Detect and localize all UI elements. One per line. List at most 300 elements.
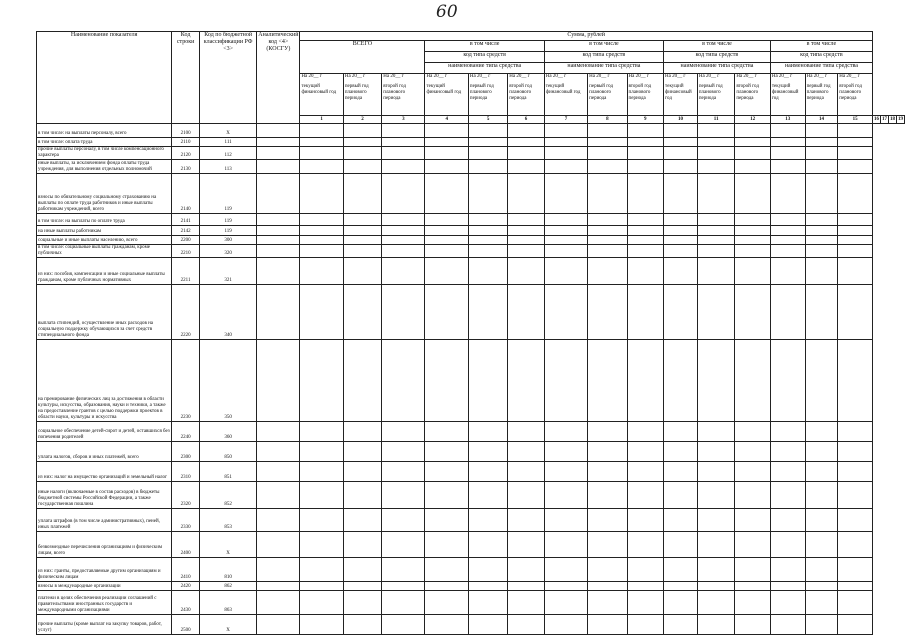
value-cell[interactable] xyxy=(805,258,838,285)
value-cell[interactable] xyxy=(838,340,873,422)
value-cell[interactable] xyxy=(468,245,507,258)
value-cell[interactable] xyxy=(838,532,873,558)
value-cell[interactable] xyxy=(257,174,300,214)
value-cell[interactable] xyxy=(425,509,468,532)
value-cell[interactable] xyxy=(544,558,587,582)
value-cell[interactable] xyxy=(343,160,381,174)
value-cell[interactable] xyxy=(735,285,771,340)
value-cell[interactable] xyxy=(588,236,627,245)
value-cell[interactable] xyxy=(544,160,587,174)
value-cell[interactable] xyxy=(805,442,838,462)
value-cell[interactable] xyxy=(382,532,425,558)
value-cell[interactable] xyxy=(770,340,805,422)
value-cell[interactable] xyxy=(697,582,734,591)
value-cell[interactable] xyxy=(257,236,300,245)
value-cell[interactable] xyxy=(770,582,805,591)
value-cell[interactable] xyxy=(770,422,805,442)
value-cell[interactable] xyxy=(544,285,587,340)
value-cell[interactable] xyxy=(697,258,734,285)
value-cell[interactable] xyxy=(382,258,425,285)
value-cell[interactable] xyxy=(805,482,838,509)
value-cell[interactable] xyxy=(468,532,507,558)
value-cell[interactable] xyxy=(664,174,698,214)
value-cell[interactable] xyxy=(300,138,343,147)
value-cell[interactable] xyxy=(544,442,587,462)
value-cell[interactable] xyxy=(770,285,805,340)
value-cell[interactable] xyxy=(508,245,545,258)
value-cell[interactable] xyxy=(343,422,381,442)
value-cell[interactable] xyxy=(664,532,698,558)
value-cell[interactable] xyxy=(300,214,343,226)
value-cell[interactable] xyxy=(627,174,664,214)
value-cell[interactable] xyxy=(697,591,734,615)
value-cell[interactable] xyxy=(382,138,425,147)
value-cell[interactable] xyxy=(508,147,545,160)
value-cell[interactable] xyxy=(697,245,734,258)
value-cell[interactable] xyxy=(343,509,381,532)
value-cell[interactable] xyxy=(770,160,805,174)
value-cell[interactable] xyxy=(805,340,838,422)
value-cell[interactable] xyxy=(664,482,698,509)
value-cell[interactable] xyxy=(508,340,545,422)
value-cell[interactable] xyxy=(627,236,664,245)
value-cell[interactable] xyxy=(343,482,381,509)
value-cell[interactable] xyxy=(508,422,545,442)
value-cell[interactable] xyxy=(664,422,698,442)
value-cell[interactable] xyxy=(735,591,771,615)
value-cell[interactable] xyxy=(508,285,545,340)
value-cell[interactable] xyxy=(770,174,805,214)
value-cell[interactable] xyxy=(697,138,734,147)
value-cell[interactable] xyxy=(735,258,771,285)
value-cell[interactable] xyxy=(735,236,771,245)
value-cell[interactable] xyxy=(257,442,300,462)
value-cell[interactable] xyxy=(508,124,545,138)
value-cell[interactable] xyxy=(735,160,771,174)
value-cell[interactable] xyxy=(508,558,545,582)
value-cell[interactable] xyxy=(805,591,838,615)
value-cell[interactable] xyxy=(508,532,545,558)
value-cell[interactable] xyxy=(627,591,664,615)
value-cell[interactable] xyxy=(735,558,771,582)
value-cell[interactable] xyxy=(544,340,587,422)
value-cell[interactable] xyxy=(544,509,587,532)
value-cell[interactable] xyxy=(343,532,381,558)
value-cell[interactable] xyxy=(770,462,805,482)
value-cell[interactable] xyxy=(468,236,507,245)
value-cell[interactable] xyxy=(627,147,664,160)
value-cell[interactable] xyxy=(508,462,545,482)
value-cell[interactable] xyxy=(838,174,873,214)
value-cell[interactable] xyxy=(735,245,771,258)
value-cell[interactable] xyxy=(735,509,771,532)
value-cell[interactable] xyxy=(697,462,734,482)
value-cell[interactable] xyxy=(588,285,627,340)
value-cell[interactable] xyxy=(300,245,343,258)
value-cell[interactable] xyxy=(627,214,664,226)
value-cell[interactable] xyxy=(588,160,627,174)
value-cell[interactable] xyxy=(664,138,698,147)
value-cell[interactable] xyxy=(382,462,425,482)
value-cell[interactable] xyxy=(382,147,425,160)
value-cell[interactable] xyxy=(382,422,425,442)
value-cell[interactable] xyxy=(343,591,381,615)
value-cell[interactable] xyxy=(257,462,300,482)
value-cell[interactable] xyxy=(697,442,734,462)
value-cell[interactable] xyxy=(508,591,545,615)
value-cell[interactable] xyxy=(544,214,587,226)
value-cell[interactable] xyxy=(627,462,664,482)
value-cell[interactable] xyxy=(664,236,698,245)
value-cell[interactable] xyxy=(468,442,507,462)
value-cell[interactable] xyxy=(425,147,468,160)
value-cell[interactable] xyxy=(697,147,734,160)
value-cell[interactable] xyxy=(770,442,805,462)
value-cell[interactable] xyxy=(805,532,838,558)
value-cell[interactable] xyxy=(425,124,468,138)
value-cell[interactable] xyxy=(770,532,805,558)
value-cell[interactable] xyxy=(697,236,734,245)
value-cell[interactable] xyxy=(588,482,627,509)
value-cell[interactable] xyxy=(838,258,873,285)
value-cell[interactable] xyxy=(468,482,507,509)
value-cell[interactable] xyxy=(664,582,698,591)
value-cell[interactable] xyxy=(588,422,627,442)
value-cell[interactable] xyxy=(627,422,664,442)
value-cell[interactable] xyxy=(735,582,771,591)
value-cell[interactable] xyxy=(508,138,545,147)
value-cell[interactable] xyxy=(627,226,664,236)
value-cell[interactable] xyxy=(627,582,664,591)
value-cell[interactable] xyxy=(838,226,873,236)
value-cell[interactable] xyxy=(697,340,734,422)
value-cell[interactable] xyxy=(838,509,873,532)
value-cell[interactable] xyxy=(382,442,425,462)
value-cell[interactable] xyxy=(382,509,425,532)
value-cell[interactable] xyxy=(300,591,343,615)
value-cell[interactable] xyxy=(627,532,664,558)
value-cell[interactable] xyxy=(735,124,771,138)
value-cell[interactable] xyxy=(735,442,771,462)
value-cell[interactable] xyxy=(508,160,545,174)
value-cell[interactable] xyxy=(735,532,771,558)
value-cell[interactable] xyxy=(425,138,468,147)
value-cell[interactable] xyxy=(425,462,468,482)
value-cell[interactable] xyxy=(468,124,507,138)
value-cell[interactable] xyxy=(257,214,300,226)
value-cell[interactable] xyxy=(805,138,838,147)
value-cell[interactable] xyxy=(468,174,507,214)
value-cell[interactable] xyxy=(697,124,734,138)
value-cell[interactable] xyxy=(838,591,873,615)
value-cell[interactable] xyxy=(425,174,468,214)
value-cell[interactable] xyxy=(382,285,425,340)
value-cell[interactable] xyxy=(343,245,381,258)
value-cell[interactable] xyxy=(343,462,381,482)
value-cell[interactable] xyxy=(257,147,300,160)
value-cell[interactable] xyxy=(588,582,627,591)
value-cell[interactable] xyxy=(627,442,664,462)
value-cell[interactable] xyxy=(425,442,468,462)
value-cell[interactable] xyxy=(735,174,771,214)
value-cell[interactable] xyxy=(664,160,698,174)
value-cell[interactable] xyxy=(300,124,343,138)
value-cell[interactable] xyxy=(544,482,587,509)
value-cell[interactable] xyxy=(838,482,873,509)
value-cell[interactable] xyxy=(627,160,664,174)
value-cell[interactable] xyxy=(300,509,343,532)
value-cell[interactable] xyxy=(468,582,507,591)
value-cell[interactable] xyxy=(697,482,734,509)
value-cell[interactable] xyxy=(838,138,873,147)
value-cell[interactable] xyxy=(770,482,805,509)
value-cell[interactable] xyxy=(544,174,587,214)
value-cell[interactable] xyxy=(805,124,838,138)
value-cell[interactable] xyxy=(627,124,664,138)
value-cell[interactable] xyxy=(343,442,381,462)
value-cell[interactable] xyxy=(627,340,664,422)
value-cell[interactable] xyxy=(343,236,381,245)
value-cell[interactable] xyxy=(735,340,771,422)
value-cell[interactable] xyxy=(425,245,468,258)
value-cell[interactable] xyxy=(735,138,771,147)
value-cell[interactable] xyxy=(300,258,343,285)
value-cell[interactable] xyxy=(425,226,468,236)
value-cell[interactable] xyxy=(588,558,627,582)
value-cell[interactable] xyxy=(343,558,381,582)
value-cell[interactable] xyxy=(382,236,425,245)
value-cell[interactable] xyxy=(544,236,587,245)
value-cell[interactable] xyxy=(770,258,805,285)
value-cell[interactable] xyxy=(805,160,838,174)
value-cell[interactable] xyxy=(425,532,468,558)
value-cell[interactable] xyxy=(544,258,587,285)
value-cell[interactable] xyxy=(300,236,343,245)
value-cell[interactable] xyxy=(664,462,698,482)
value-cell[interactable] xyxy=(468,422,507,442)
value-cell[interactable] xyxy=(627,509,664,532)
value-cell[interactable] xyxy=(425,340,468,422)
value-cell[interactable] xyxy=(425,482,468,509)
value-cell[interactable] xyxy=(468,214,507,226)
value-cell[interactable] xyxy=(343,174,381,214)
value-cell[interactable] xyxy=(425,422,468,442)
value-cell[interactable] xyxy=(257,285,300,340)
value-cell[interactable] xyxy=(257,509,300,532)
value-cell[interactable] xyxy=(805,174,838,214)
value-cell[interactable] xyxy=(697,532,734,558)
value-cell[interactable] xyxy=(805,422,838,442)
value-cell[interactable] xyxy=(300,442,343,462)
value-cell[interactable] xyxy=(697,226,734,236)
value-cell[interactable] xyxy=(257,138,300,147)
value-cell[interactable] xyxy=(382,160,425,174)
value-cell[interactable] xyxy=(627,482,664,509)
value-cell[interactable] xyxy=(588,174,627,214)
value-cell[interactable] xyxy=(627,285,664,340)
value-cell[interactable] xyxy=(664,214,698,226)
value-cell[interactable] xyxy=(343,138,381,147)
value-cell[interactable] xyxy=(770,558,805,582)
value-cell[interactable] xyxy=(627,245,664,258)
value-cell[interactable] xyxy=(343,147,381,160)
value-cell[interactable] xyxy=(508,482,545,509)
value-cell[interactable] xyxy=(382,582,425,591)
value-cell[interactable] xyxy=(805,226,838,236)
value-cell[interactable] xyxy=(468,591,507,615)
value-cell[interactable] xyxy=(382,174,425,214)
value-cell[interactable] xyxy=(770,214,805,226)
value-cell[interactable] xyxy=(257,422,300,442)
value-cell[interactable] xyxy=(300,558,343,582)
value-cell[interactable] xyxy=(664,258,698,285)
value-cell[interactable] xyxy=(343,285,381,340)
value-cell[interactable] xyxy=(588,509,627,532)
value-cell[interactable] xyxy=(664,442,698,462)
value-cell[interactable] xyxy=(300,422,343,442)
value-cell[interactable] xyxy=(838,124,873,138)
value-cell[interactable] xyxy=(544,147,587,160)
value-cell[interactable] xyxy=(588,245,627,258)
value-cell[interactable] xyxy=(805,582,838,591)
value-cell[interactable] xyxy=(697,558,734,582)
value-cell[interactable] xyxy=(805,509,838,532)
value-cell[interactable] xyxy=(805,245,838,258)
value-cell[interactable] xyxy=(544,138,587,147)
value-cell[interactable] xyxy=(588,147,627,160)
value-cell[interactable] xyxy=(382,124,425,138)
value-cell[interactable] xyxy=(664,285,698,340)
value-cell[interactable] xyxy=(697,160,734,174)
value-cell[interactable] xyxy=(627,558,664,582)
value-cell[interactable] xyxy=(588,462,627,482)
value-cell[interactable] xyxy=(588,442,627,462)
value-cell[interactable] xyxy=(382,226,425,236)
value-cell[interactable] xyxy=(838,147,873,160)
value-cell[interactable] xyxy=(735,422,771,442)
value-cell[interactable] xyxy=(838,160,873,174)
value-cell[interactable] xyxy=(382,591,425,615)
value-cell[interactable] xyxy=(508,509,545,532)
value-cell[interactable] xyxy=(257,160,300,174)
value-cell[interactable] xyxy=(425,160,468,174)
value-cell[interactable] xyxy=(300,174,343,214)
value-cell[interactable] xyxy=(300,226,343,236)
value-cell[interactable] xyxy=(735,482,771,509)
value-cell[interactable] xyxy=(735,214,771,226)
value-cell[interactable] xyxy=(257,245,300,258)
value-cell[interactable] xyxy=(343,258,381,285)
value-cell[interactable] xyxy=(425,258,468,285)
value-cell[interactable] xyxy=(838,422,873,442)
value-cell[interactable] xyxy=(508,214,545,226)
value-cell[interactable] xyxy=(508,258,545,285)
value-cell[interactable] xyxy=(805,462,838,482)
value-cell[interactable] xyxy=(664,591,698,615)
value-cell[interactable] xyxy=(544,582,587,591)
value-cell[interactable] xyxy=(544,245,587,258)
value-cell[interactable] xyxy=(664,124,698,138)
value-cell[interactable] xyxy=(544,422,587,442)
value-cell[interactable] xyxy=(838,558,873,582)
value-cell[interactable] xyxy=(627,258,664,285)
value-cell[interactable] xyxy=(697,509,734,532)
value-cell[interactable] xyxy=(664,558,698,582)
value-cell[interactable] xyxy=(544,462,587,482)
value-cell[interactable] xyxy=(588,591,627,615)
value-cell[interactable] xyxy=(468,258,507,285)
value-cell[interactable] xyxy=(468,147,507,160)
value-cell[interactable] xyxy=(770,124,805,138)
value-cell[interactable] xyxy=(300,532,343,558)
value-cell[interactable] xyxy=(425,591,468,615)
value-cell[interactable] xyxy=(468,226,507,236)
value-cell[interactable] xyxy=(468,285,507,340)
value-cell[interactable] xyxy=(664,147,698,160)
value-cell[interactable] xyxy=(838,214,873,226)
value-cell[interactable] xyxy=(300,482,343,509)
value-cell[interactable] xyxy=(838,582,873,591)
value-cell[interactable] xyxy=(838,245,873,258)
value-cell[interactable] xyxy=(805,558,838,582)
value-cell[interactable] xyxy=(257,591,300,615)
value-cell[interactable] xyxy=(468,558,507,582)
value-cell[interactable] xyxy=(257,582,300,591)
value-cell[interactable] xyxy=(382,558,425,582)
value-cell[interactable] xyxy=(697,285,734,340)
value-cell[interactable] xyxy=(544,591,587,615)
value-cell[interactable] xyxy=(257,258,300,285)
value-cell[interactable] xyxy=(588,258,627,285)
value-cell[interactable] xyxy=(735,147,771,160)
value-cell[interactable] xyxy=(588,532,627,558)
value-cell[interactable] xyxy=(770,591,805,615)
value-cell[interactable] xyxy=(257,482,300,509)
value-cell[interactable] xyxy=(588,124,627,138)
value-cell[interactable] xyxy=(770,245,805,258)
value-cell[interactable] xyxy=(838,442,873,462)
value-cell[interactable] xyxy=(343,340,381,422)
value-cell[interactable] xyxy=(508,226,545,236)
value-cell[interactable] xyxy=(838,462,873,482)
value-cell[interactable] xyxy=(300,340,343,422)
value-cell[interactable] xyxy=(382,245,425,258)
value-cell[interactable] xyxy=(468,340,507,422)
value-cell[interactable] xyxy=(343,226,381,236)
value-cell[interactable] xyxy=(508,236,545,245)
value-cell[interactable] xyxy=(838,285,873,340)
value-cell[interactable] xyxy=(838,236,873,245)
value-cell[interactable] xyxy=(257,340,300,422)
value-cell[interactable] xyxy=(588,138,627,147)
value-cell[interactable] xyxy=(805,285,838,340)
value-cell[interactable] xyxy=(805,236,838,245)
value-cell[interactable] xyxy=(697,174,734,214)
value-cell[interactable] xyxy=(627,138,664,147)
value-cell[interactable] xyxy=(343,124,381,138)
value-cell[interactable] xyxy=(544,226,587,236)
value-cell[interactable] xyxy=(588,226,627,236)
value-cell[interactable] xyxy=(735,462,771,482)
value-cell[interactable] xyxy=(257,558,300,582)
value-cell[interactable] xyxy=(343,214,381,226)
value-cell[interactable] xyxy=(697,422,734,442)
value-cell[interactable] xyxy=(382,340,425,422)
value-cell[interactable] xyxy=(664,340,698,422)
value-cell[interactable] xyxy=(770,509,805,532)
value-cell[interactable] xyxy=(508,582,545,591)
value-cell[interactable] xyxy=(257,124,300,138)
